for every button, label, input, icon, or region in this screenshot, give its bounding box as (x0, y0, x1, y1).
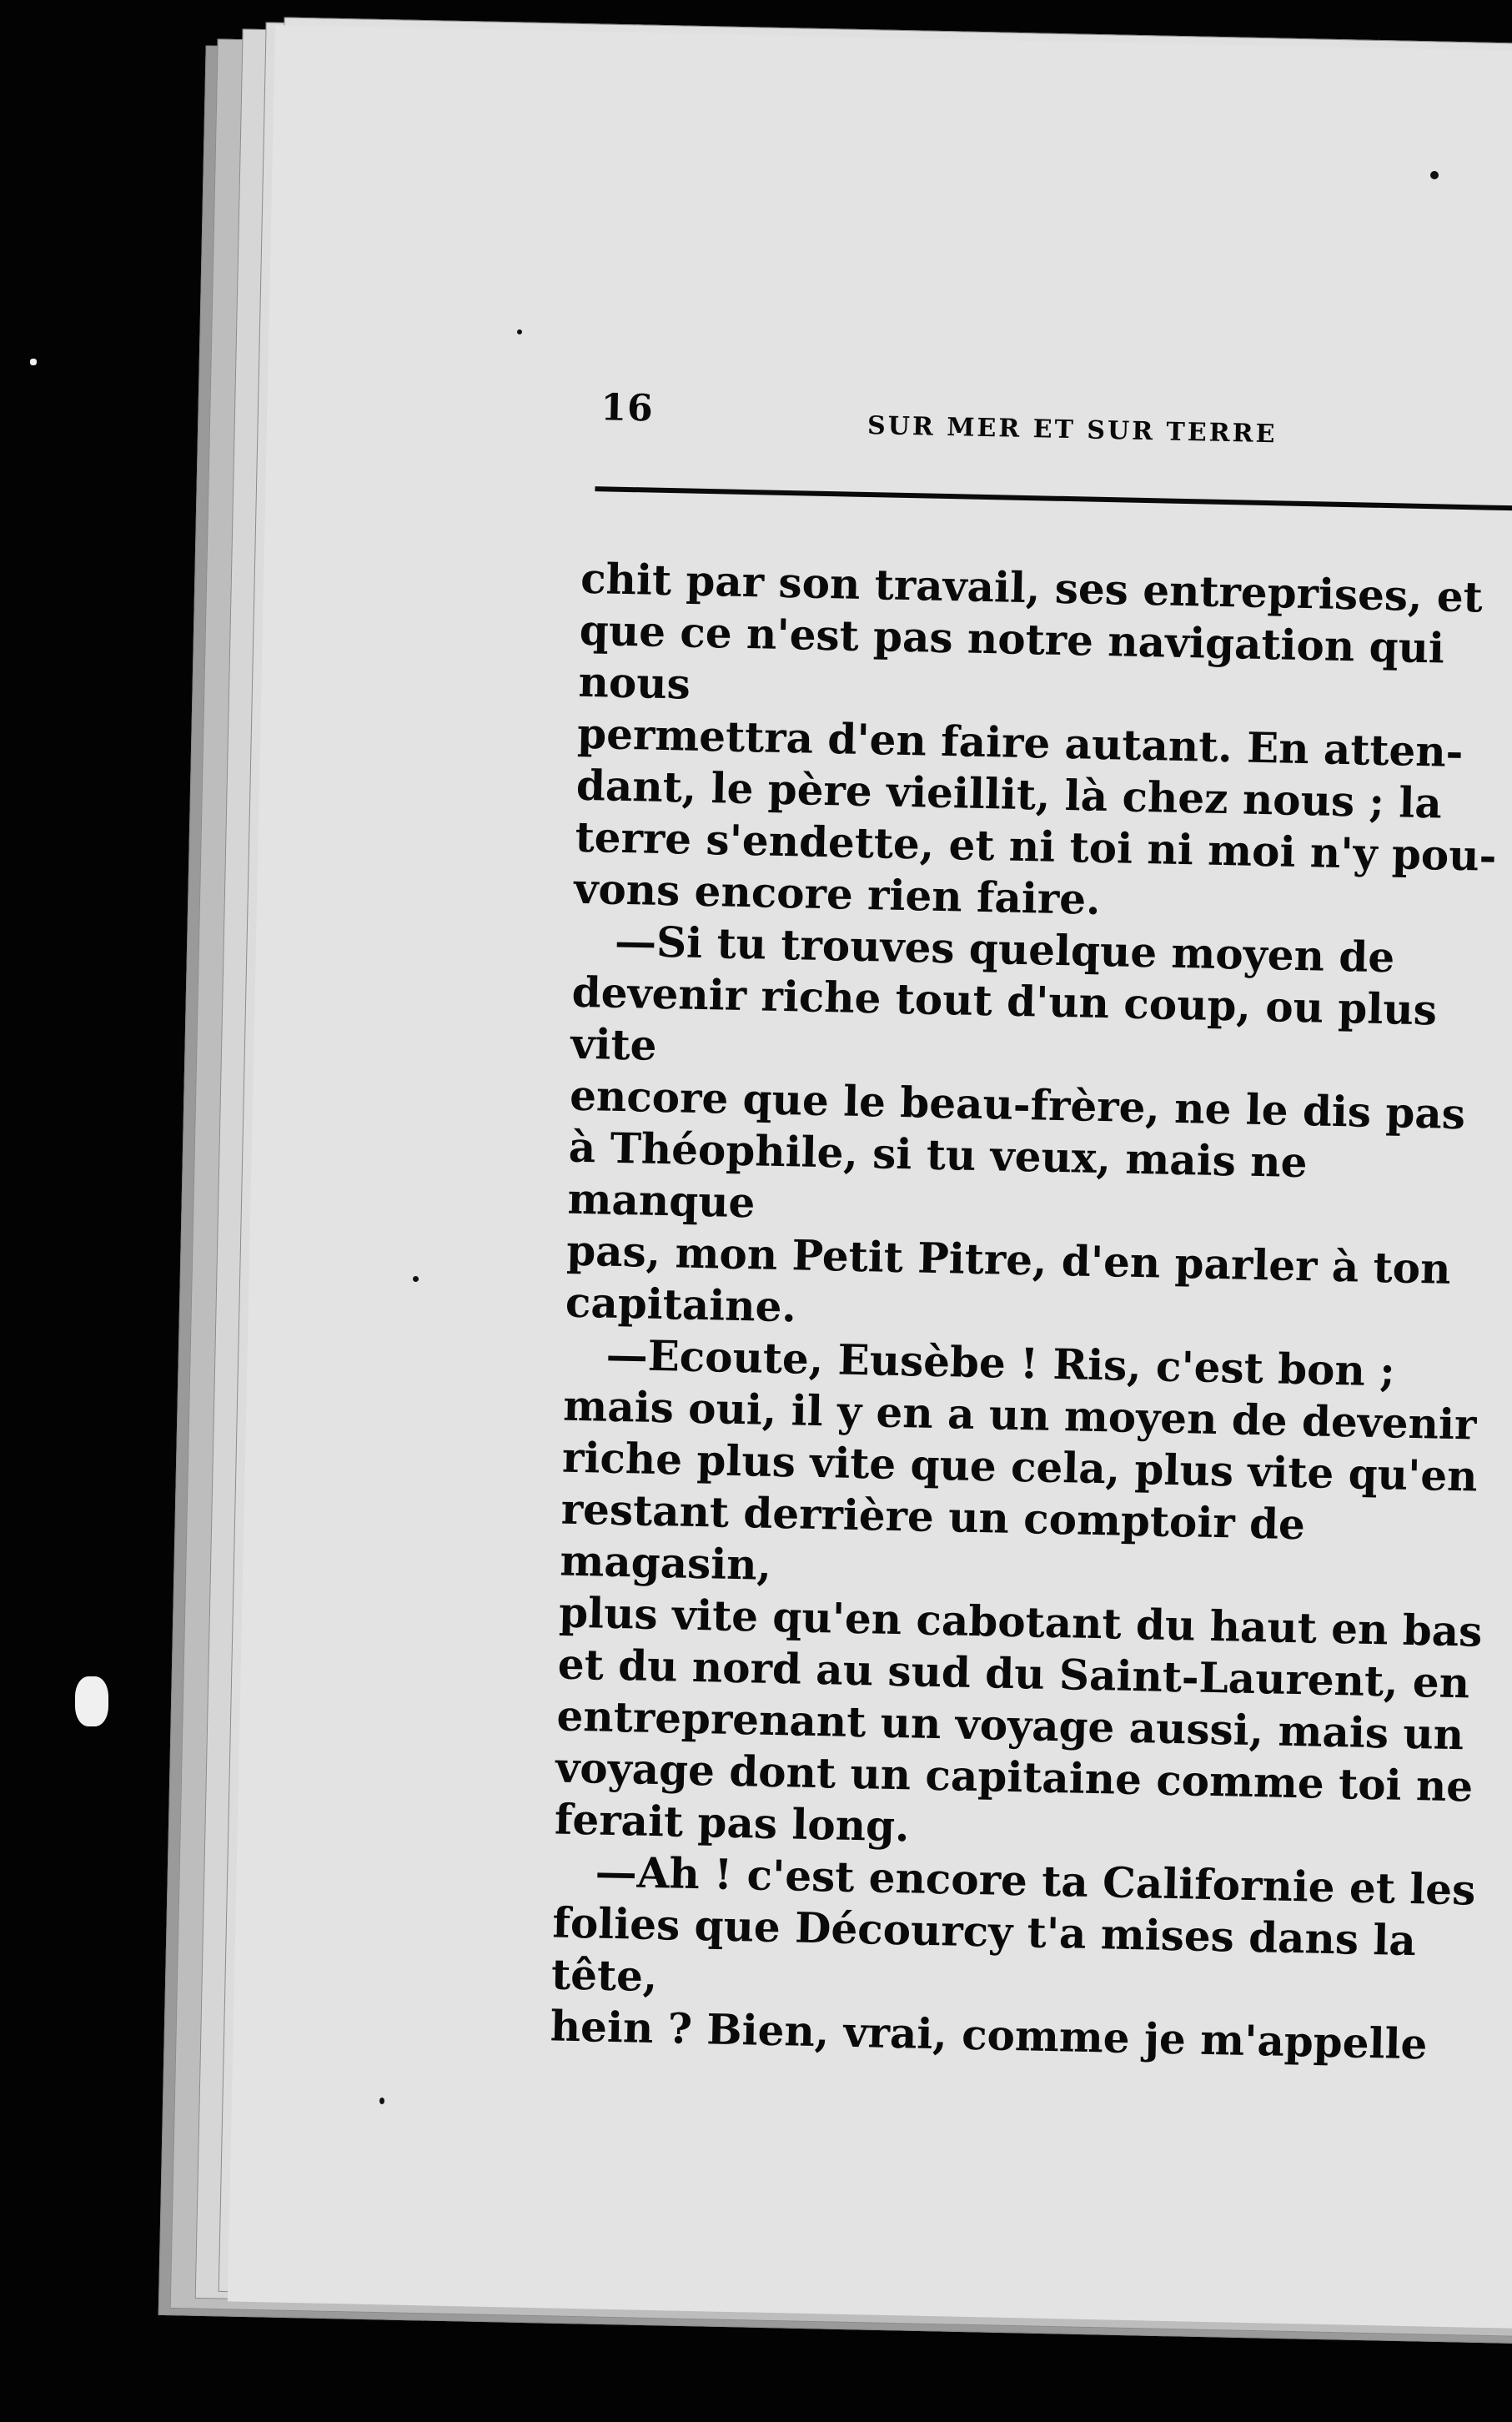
paragraph: chit par son travail, ses entreprises, et que ce n'est pas notre navigation qui nous permettra d'en faire autant. En atten- dant, le père vieillit, là chez nous ; la terre s'endette, et ni toi ni moi n'y pou- vons encore rien faire. (573, 553, 1497, 924)
body-text (550, 553, 1512, 2072)
running-head: SUR MER ET SUR TERRE (867, 410, 1278, 450)
scan-speck (413, 1276, 419, 1282)
scan-speck (517, 329, 522, 334)
header-rule (595, 486, 1512, 515)
scan-speck (75, 1676, 108, 1726)
scan-speck (30, 359, 37, 365)
paragraph: —Si tu trouves quelque moyen de devenir riche tout d'un coup, ou plus vite encore que le beau-frère, ne le dis pas à Théophile, si tu veux, mais ne manque pas, mon Petit Pitre, d'en parler à ton capitaine. (565, 916, 1466, 1332)
page-content (228, 25, 1512, 2331)
paragraph: —Ah ! c'est encore ta Californie et les folies que Décourcy t'a mises dans la tête, hein ? Bien, vrai, comme je m'appelle (550, 1847, 1476, 2069)
scan-speck (379, 2098, 384, 2104)
scan-speck (1430, 171, 1439, 179)
paragraph: —Ecoute, Eusèbe ! Ris, c'est bon ; mais oui, il y en a un moyen de devenir riche plus vite que cela, plus vite qu'en restant derrière un comptoir de magasin, plus vite qu'en cabotant du haut en bas et du nord au sud du Saint-Laurent, en entreprenant un voyage aussi, mais un voyage dont un capitaine comme toi ne ferait pas long. (554, 1329, 1483, 1852)
book-page (228, 25, 1512, 2331)
page-number: 16 (600, 386, 655, 430)
